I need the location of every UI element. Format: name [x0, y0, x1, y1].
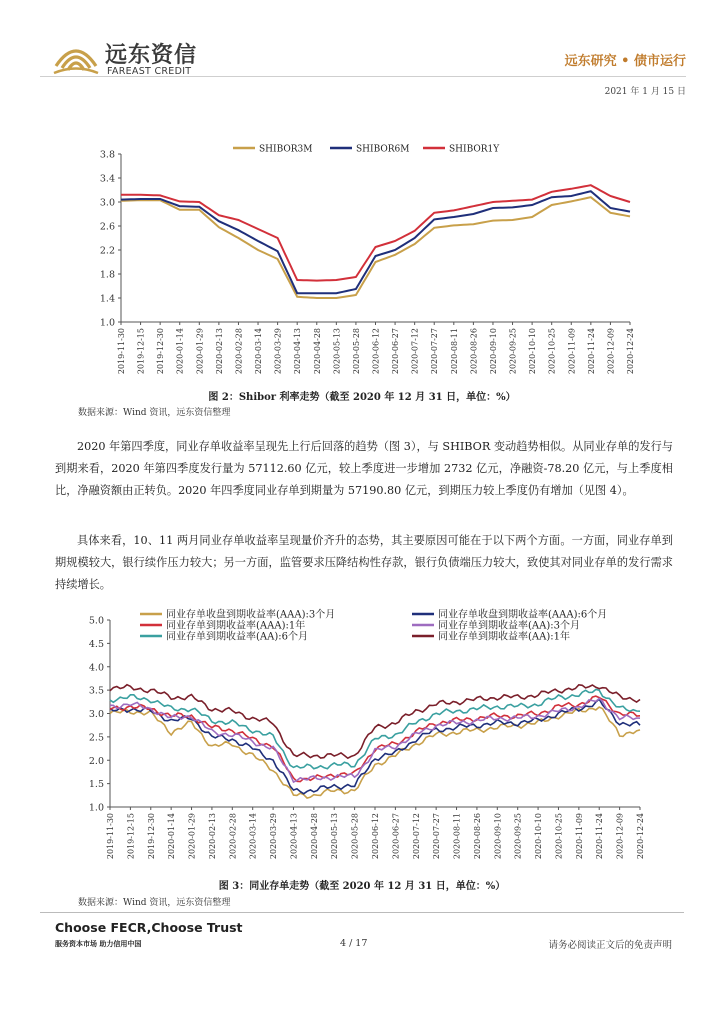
footer-divider: [40, 912, 684, 913]
figure2-caption: 图 2：Shibor 利率走势（截至 2020 年 12 月 31 日，单位：%）: [208, 392, 516, 403]
x-tick-label: 2020-10-25: [554, 813, 564, 860]
legend-label: 同业存单收盘到期收益率(AAA):6个月: [438, 609, 608, 621]
x-tick-label: 2020-05-13: [332, 328, 342, 375]
x-tick-label: 2020-03-14: [254, 328, 264, 375]
footer-slogan-cn: 服务资本市场 助力信用中国: [55, 940, 142, 948]
y-tick-label: 1.0: [99, 317, 115, 329]
legend-label: SHIBOR1Y: [449, 144, 500, 155]
figure3-caption: 图 3：同业存单走势（截至 2020 年 12 月 31 日，单位：%）: [218, 881, 506, 892]
y-tick-label: 1.5: [88, 779, 104, 791]
x-tick-label: 2020-12-24: [626, 328, 635, 375]
ncd-yield-chart: [80, 605, 670, 867]
y-tick-label: 3.0: [99, 197, 115, 209]
x-tick-label: 2020-04-28: [312, 328, 322, 375]
x-tick-label: 2020-01-29: [187, 813, 197, 860]
x-tick-label: 2020-02-28: [234, 328, 244, 375]
x-tick-label: 2019-11-30: [106, 813, 115, 860]
y-tick-label: 4.0: [88, 662, 104, 674]
legend-label: 同业存单到期收益率(AAA):1年: [166, 620, 306, 632]
x-tick-label: 2020-08-26: [469, 328, 479, 375]
header-divider: [40, 76, 686, 77]
x-tick-label: 2020-09-25: [508, 328, 518, 375]
disclaimer: 请务必阅读正文后的免责声明: [548, 940, 672, 951]
x-tick-label: 2020-11-24: [586, 328, 596, 375]
series-line-2: [110, 699, 640, 794]
paragraph-ncd-trend: 2020 年第四季度，同业存单收益率呈现先上行后回落的趋势（图 3），与 SHIBOR 变动趋势相似。从同业存单的发行与到期来看，2020 年第四季度发行量为 57112.60 亿元，较上季度进一步增加 2732 亿元，净融资-78.20 亿元，与上季度相比，净融资额由正转负。2020 年四季度同业存单到期量为 57190.80 亿元，到期压力较上季度仍有增加（见图 4）。: [55, 440, 673, 497]
x-tick-label: 2020-01-14: [167, 813, 177, 860]
x-tick-label: 2020-01-14: [175, 328, 185, 375]
x-tick-label: 2020-04-13: [293, 328, 303, 375]
x-tick-label: 2020-09-25: [513, 813, 523, 860]
y-tick-label: 3.0: [88, 709, 104, 720]
y-tick-label: 3.8: [99, 149, 115, 161]
x-tick-label: 2020-12-09: [606, 328, 616, 375]
x-tick-label: 2020-10-25: [547, 328, 557, 375]
series-line-2: [121, 191, 630, 293]
x-tick-label: 2020-03-14: [248, 813, 258, 860]
legend-label: 同业存单到期收益率(AA):6个月: [166, 631, 308, 643]
x-tick-label: 2020-03-29: [269, 813, 279, 860]
y-tick-label: 1.4: [99, 293, 115, 305]
x-tick-label: 2020-02-28: [228, 813, 238, 860]
x-tick-label: 2020-07-12: [411, 813, 421, 860]
x-tick-label: 2020-08-11: [449, 328, 459, 375]
x-tick-label: 2020-12-09: [615, 813, 625, 860]
x-tick-label: 2019-12-15: [136, 328, 146, 375]
shibor-chart: [85, 140, 665, 385]
figure3-source: 数据来源：Wind 资讯，远东资信整理: [78, 898, 231, 908]
x-tick-label: 2019-12-30: [146, 813, 156, 860]
x-tick-label: 2019-11-30: [117, 328, 126, 375]
x-tick-label: 2020-05-13: [330, 813, 340, 860]
x-tick-label: 2020-10-10: [534, 813, 544, 860]
x-tick-label: 2020-03-29: [273, 328, 283, 375]
report-date: 2021 年 1 月 15 日: [604, 87, 686, 97]
x-tick-label: 2020-11-24: [595, 813, 605, 860]
x-tick-label: 2020-12-24: [636, 813, 645, 860]
y-tick-label: 3.4: [99, 173, 115, 185]
x-tick-label: 2020-11-09: [567, 328, 577, 375]
x-tick-label: 2020-05-28: [350, 813, 360, 860]
x-tick-label: 2020-06-27: [391, 813, 401, 860]
y-tick-label: 2.2: [99, 245, 115, 257]
series-line-5: [110, 690, 640, 769]
legend-label: 同业存单到期收益率(AA):1年: [438, 631, 570, 643]
series-line-3: [121, 185, 630, 280]
brand-name-cn: 远东资信: [105, 43, 198, 68]
x-tick-label: 2020-02-13: [207, 813, 217, 860]
x-tick-label: 2019-12-15: [126, 813, 136, 860]
y-tick-label: 3.5: [88, 685, 104, 697]
x-tick-label: 2020-10-10: [528, 328, 538, 375]
legend-label: 同业存单收盘到期收益率(AAA):3个月: [166, 609, 336, 621]
y-tick-label: 2.5: [88, 732, 104, 744]
x-tick-label: 2020-06-27: [391, 328, 401, 375]
y-tick-label: 2.6: [99, 221, 115, 233]
footer-slogan: Choose FECR,Choose Trust: [55, 920, 243, 935]
page-number: 4 / 17: [340, 938, 368, 949]
series-line-1: [110, 707, 640, 798]
y-tick-label: 1.8: [99, 269, 115, 281]
x-tick-label: 2019-12-30: [156, 328, 166, 375]
y-tick-label: 1.0: [88, 802, 104, 814]
x-tick-label: 2020-04-28: [309, 813, 319, 860]
x-tick-label: 2020-07-27: [430, 328, 440, 375]
fareast-logo-icon: [52, 38, 100, 78]
x-tick-label: 2020-02-13: [214, 328, 224, 375]
y-tick-label: 4.5: [88, 638, 104, 650]
x-tick-label: 2020-06-12: [371, 813, 380, 860]
brand-name-en: FAREAST CREDIT: [107, 66, 192, 77]
x-tick-label: 2020-04-13: [289, 813, 299, 860]
y-tick-label: 2.0: [88, 755, 104, 767]
x-tick-label: 2020-09-10: [488, 328, 498, 375]
x-tick-label: 2020-11-09: [574, 813, 584, 860]
figure2-source: 数据来源：Wind 资讯，远东资信整理: [78, 408, 231, 418]
x-tick-label: 2020-06-12: [371, 328, 381, 375]
x-tick-label: 2020-08-11: [452, 813, 462, 860]
legend-label: SHIBOR3M: [259, 144, 313, 155]
legend-label: 同业存单到期收益率(AA):3个月: [438, 620, 580, 632]
section-title: 远东研究 • 债市运行: [564, 54, 686, 69]
paragraph-ncd-reasons: 具体来看，10、11 两月同业存单收益率呈现量价齐升的态势，其主要原因可能在于以下两个方面。一方面，同业存单到期规模较大，银行续作压力较大；另一方面，监管要求压降结构性存款，银行负债端压力较大，致使其对同业存单的发行需求持续增长。: [55, 534, 673, 591]
x-tick-label: 2020-09-10: [493, 813, 503, 860]
y-tick-label: 5.0: [88, 615, 104, 627]
x-tick-label: 2020-07-12: [410, 328, 420, 375]
x-tick-label: 2020-07-27: [432, 813, 442, 860]
x-tick-label: 2020-01-29: [195, 328, 205, 375]
x-tick-label: 2020-08-26: [472, 813, 482, 860]
legend-label: SHIBOR6M: [356, 144, 410, 155]
x-tick-label: 2020-05-28: [351, 328, 361, 375]
